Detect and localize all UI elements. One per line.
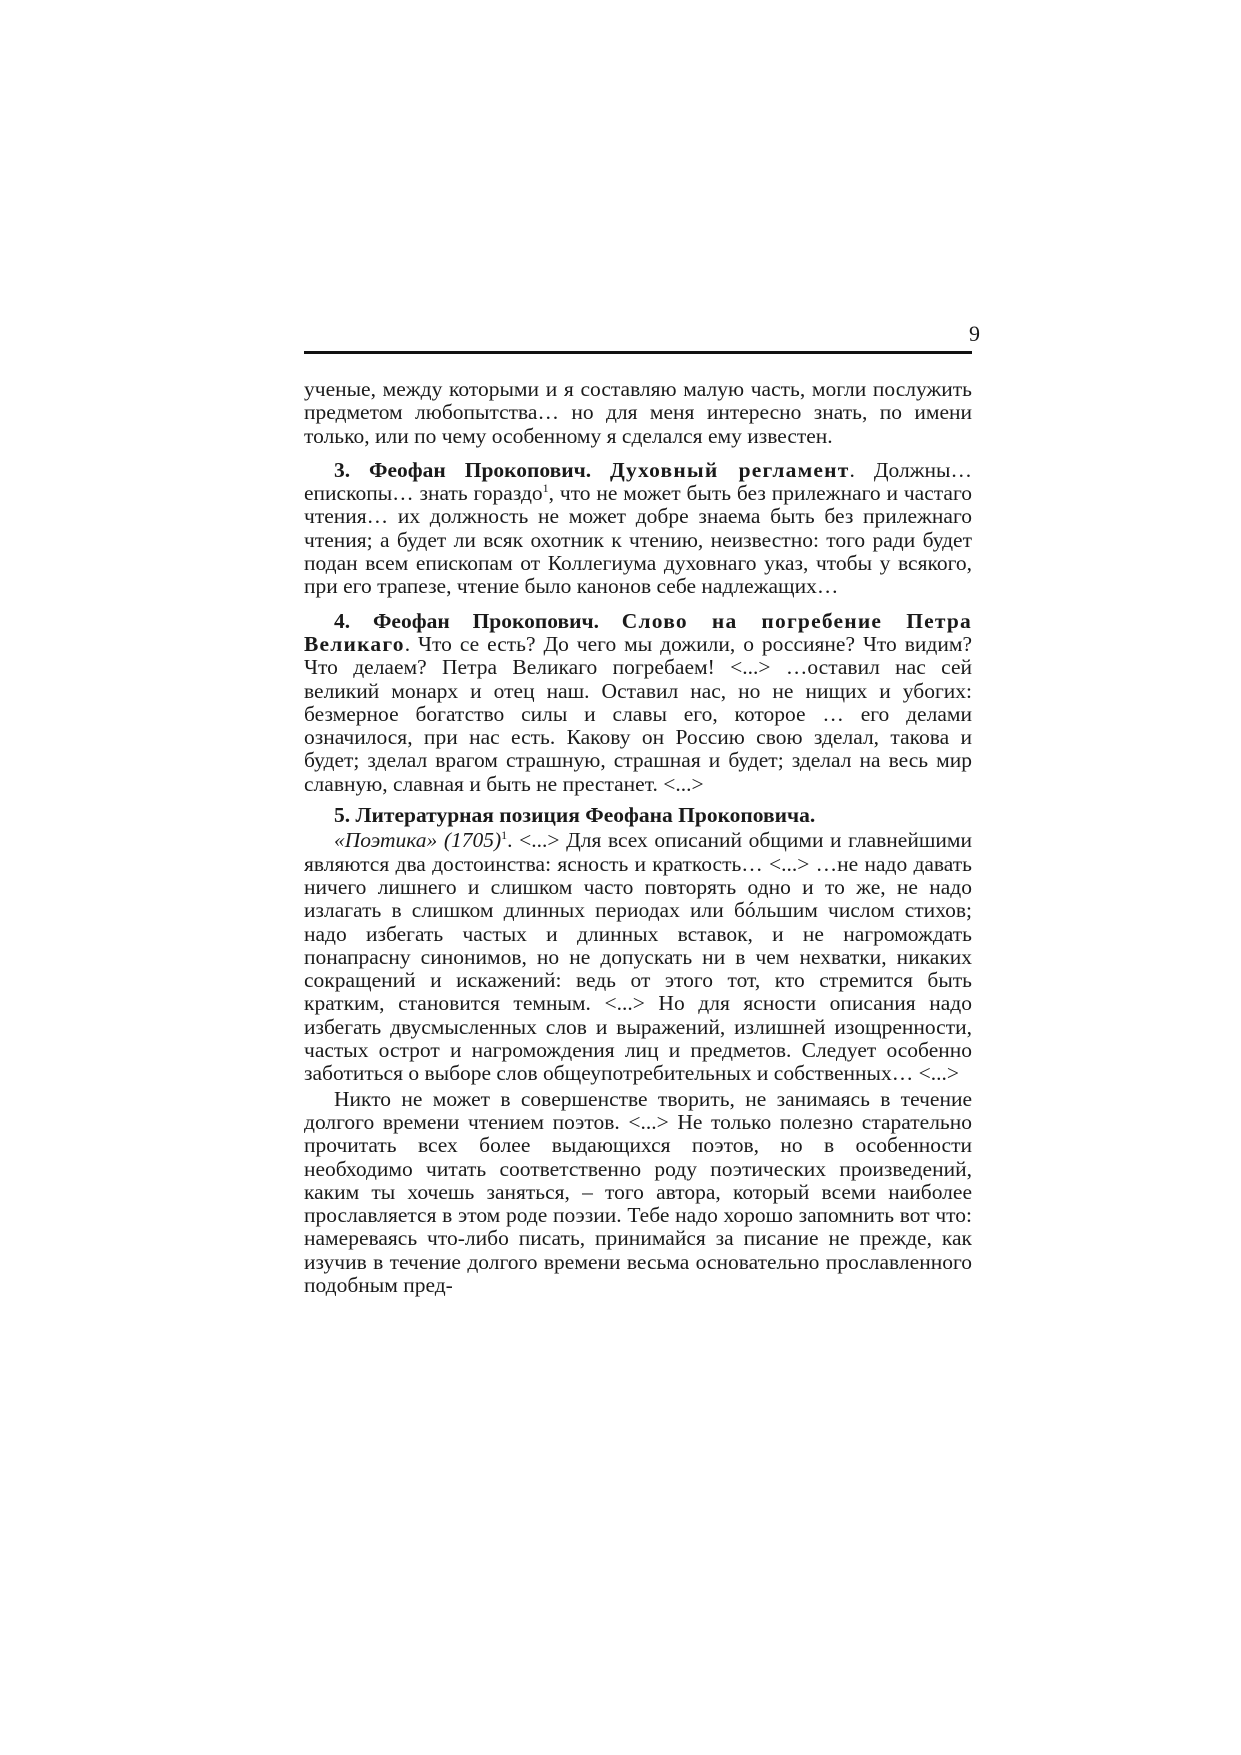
page-body: [304, 378, 972, 1297]
paragraph-text: , что не может быть без прилежнаго и частаго чтения… их должность не может добре знаема быть без прилежнаго чтения; а будет ли всяк охотник к чтению, неизвестно: того ради будет подан всем епископам от Коллегиума духовнаго указ, чтобы у всякого, при его трапезе, чтение было канонов себе надлежащих…: [304, 481, 972, 599]
section-heading-number: 3. Феофан Прокопович.: [334, 457, 611, 482]
header-rule: [304, 351, 972, 354]
paragraph-text: ученые, между которыми и я составляю малую часть, могли послужить предметом любопытства… но для меня интересно знать, по имени только, или по чему особенному я сделался ему известен.: [304, 377, 972, 448]
page-number: 9: [969, 321, 980, 346]
paragraph-reading-poets: [304, 1088, 972, 1298]
paragraph-text: Никто не может в совершенстве творить, не занимаясь в течение долгого времени чтением поэтов. <...> Не только полезно старательно прочитать всех более выдающихся поэтов, но в особенности необходимо читать соответственно роду поэтических произведений, каким ты хочешь заняться, – того автора, который всеми наиболее прославляется в этом роде поэзии. Тебе надо хорошо запомнить вот что: намереваясь что-либо писать, принимайся за писание не прежде, как изучив в течение долгого времени весьма основательно прославленного подобным пред-: [304, 1086, 972, 1297]
section-heading-title: Слово на погребение Петра Великаго: [304, 608, 972, 656]
paragraph-text: . <...> Для всех описаний общими и главнейшими являются два достоинства: ясность и краткость… <...> …не надо давать ничего лишнего и слишком часто повторять одно и то же, не надо излагать в слишком длинных периодах или бóльшим числом стихов; надо избегать частых и длинных вставок, и не нагромождать понапрасну синонимов, но не допускать ни в чем нехватки, никаких сокращений и искажений: ведь от этого тот, кто стремится быть кратким, становится темным. <...> Но для ясности описания надо избегать двусмысленных слов и выражений, излишней изощренности, частых острот и нагромождения лиц и предметов. Следует особенно заботиться о выборе слов общеупотребительных и собственных… <...>: [304, 828, 973, 1086]
footnote-marker: 1: [501, 828, 508, 843]
section-heading-number: 4. Феофан Прокопович.: [334, 608, 622, 633]
section-heading-literary-position: 5. Литературная позиция Феофана Прокоповича.: [334, 803, 816, 828]
paragraph-continuation: [304, 378, 972, 448]
paragraph-slovo-na-pogrebenie: [304, 610, 972, 796]
paragraph-poetika: [304, 829, 972, 1085]
paragraph-text: . Должны… епископы… знать гораздо: [304, 457, 972, 506]
paragraph-text: . Что се есть? До чего мы дожили, о россияне? Что видим? Что делаем? Петра Великаго погребаем! <...> …оставил нас сей великий монарх и отец наш. Оставил нас, но не нищих и убогих: безмерное богатство силы и славы его, которое … его делами означилося, при нас есть. Какову он Россию свою зделал, такова и будет; зделал врагом страшную, страшная и будет; зделал на весь мир славную, славная и быть не престанет. <...>: [304, 631, 972, 796]
footnote-marker: 1: [542, 481, 549, 496]
paragraph-dukhovny-reglament: [304, 459, 972, 599]
section-heading-title: Духовный регламент: [610, 457, 850, 482]
work-title: «Поэтика» (1705): [334, 828, 502, 853]
